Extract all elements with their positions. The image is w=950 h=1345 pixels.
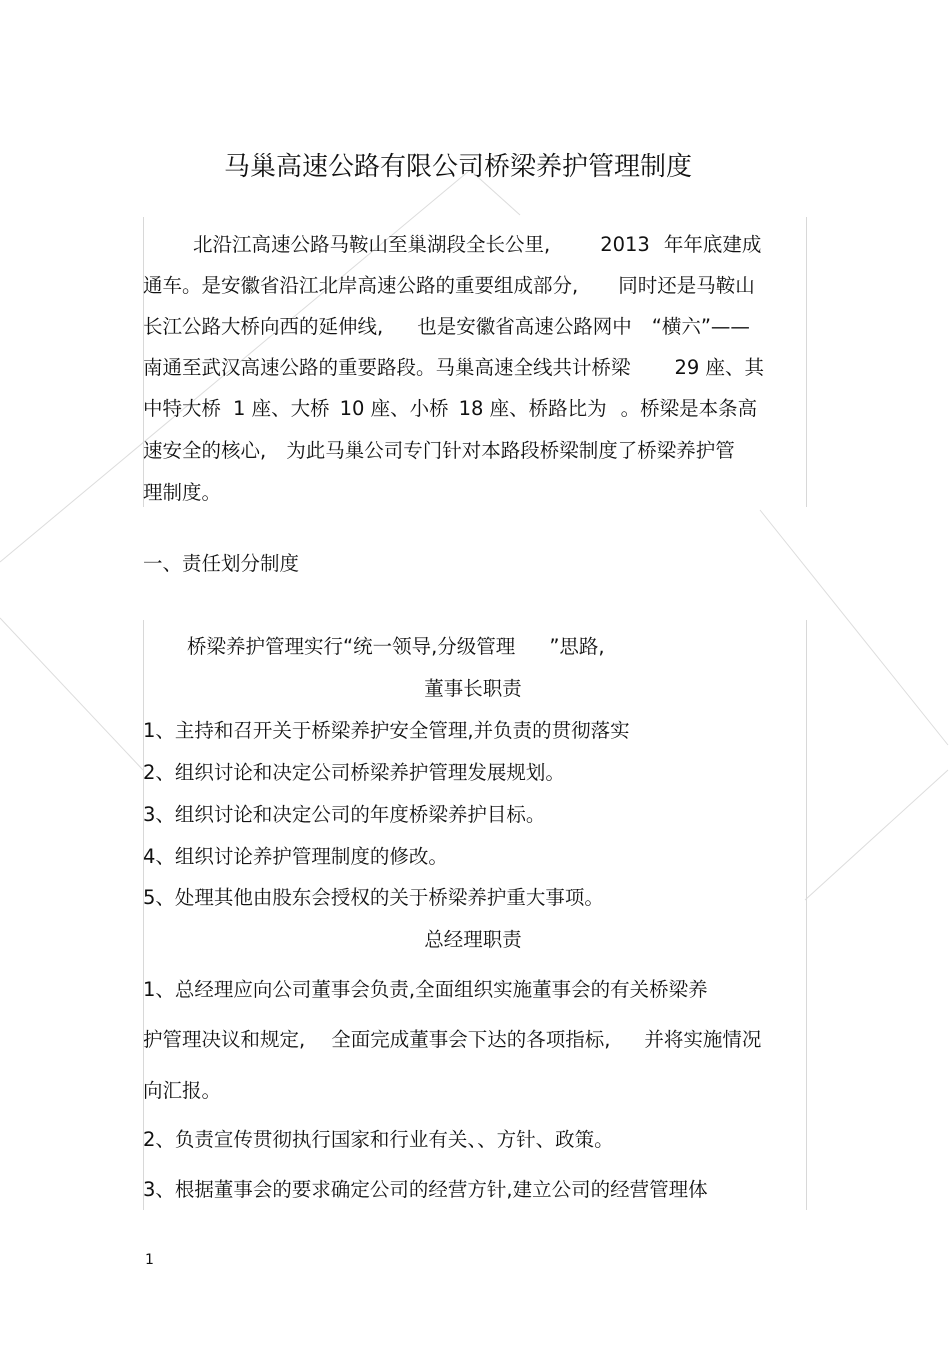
intro-text: 18 座、桥路比为 [458,397,607,420]
gm-item-2: 2、负责宣传贯彻执行国家和行业有关、、方针、政策。 [143,1128,614,1151]
chairman-item-2: 2、组织讨论和决定公司桥梁养护管理发展规划。 [143,761,565,784]
intro-text: 1 座、大桥 [233,397,330,420]
frame-right-1 [806,217,807,507]
intro-line-7: 理制度。 [143,481,222,504]
intro-text: 同时还是马鞍山 [618,274,755,297]
intro-text: 北沿江高速公路马鞍山至巢湖段全长公里, [193,233,551,256]
intro-line-1 [193,233,761,257]
intro-text: “横六”—— [651,315,750,338]
gm-heading: 总经理职责 [424,928,522,951]
intro-text: 也是安徽省高速公路网中 [417,315,632,338]
gm-text: 全面完成董事会下达的各项指标, [331,1028,611,1051]
intro-text: 南通至武汉高速公路的重要路段。马巢高速全线共计桥梁 [143,356,631,379]
gm-text: 并将实施情况 [644,1028,762,1051]
gm-item-1-line-2 [143,1028,761,1052]
chairman-heading: 董事长职责 [424,677,522,700]
gm-item-3: 3、根据董事会的要求确定公司的经营方针,建立公司的经营管理体 [143,1178,708,1201]
intro-line-5 [143,397,757,421]
page-number: 1 [145,1252,154,1268]
intro-line-6 [143,439,735,463]
lead-text: 桥梁养护管理实行“统一领导,分级管理 [187,635,516,658]
frame-right-2 [806,620,807,1210]
intro-text: 为此马巢公司专门针对本路段桥梁制度了桥梁养护管 [286,439,735,462]
intro-text: 中特大桥 [143,397,222,420]
frame-left-2 [143,620,144,1210]
lead-text: ”思路, [549,635,605,658]
page-title: 马巢高速公路有限公司桥梁养护管理制度 [223,152,692,182]
section-lead [187,635,605,659]
gm-item-1-line-1: 1、总经理应向公司董事会负责,全面组织实施董事会的有关桥梁养 [143,978,708,1001]
chairman-item-3: 3、组织讨论和决定公司的年度桥梁养护目标。 [143,803,546,826]
intro-text: 长江公路大桥向西的延伸线, [143,315,384,338]
chairman-item-1: 1、主持和召开关于桥梁养护安全管理,并负责的贯彻落实 [143,719,630,742]
intro-text: 10 座、小桥 [339,397,449,420]
intro-text: 速安全的核心, [143,439,267,462]
intro-text: 29 座、其 [674,356,765,379]
intro-line-3 [143,315,750,339]
intro-text: 。桥梁是本条高 [620,397,758,420]
chairman-item-5: 5、处理其他由股东会授权的关于桥梁养护重大事项。 [143,886,604,909]
chairman-item-4: 4、组织讨论养护管理制度的修改。 [143,845,448,868]
intro-line-4 [143,356,764,380]
intro-text: 2013 [600,233,650,256]
intro-text: 年年底建成 [663,233,762,256]
gm-item-1-line-3: 向汇报。 [143,1079,222,1102]
intro-text: 通车。是安徽省沿江北岸高速公路的重要组成部分, [143,274,579,297]
section-heading: 一、责任划分制度 [143,552,300,575]
gm-text: 护管理决议和规定, [143,1028,306,1051]
intro-line-2 [143,274,755,298]
